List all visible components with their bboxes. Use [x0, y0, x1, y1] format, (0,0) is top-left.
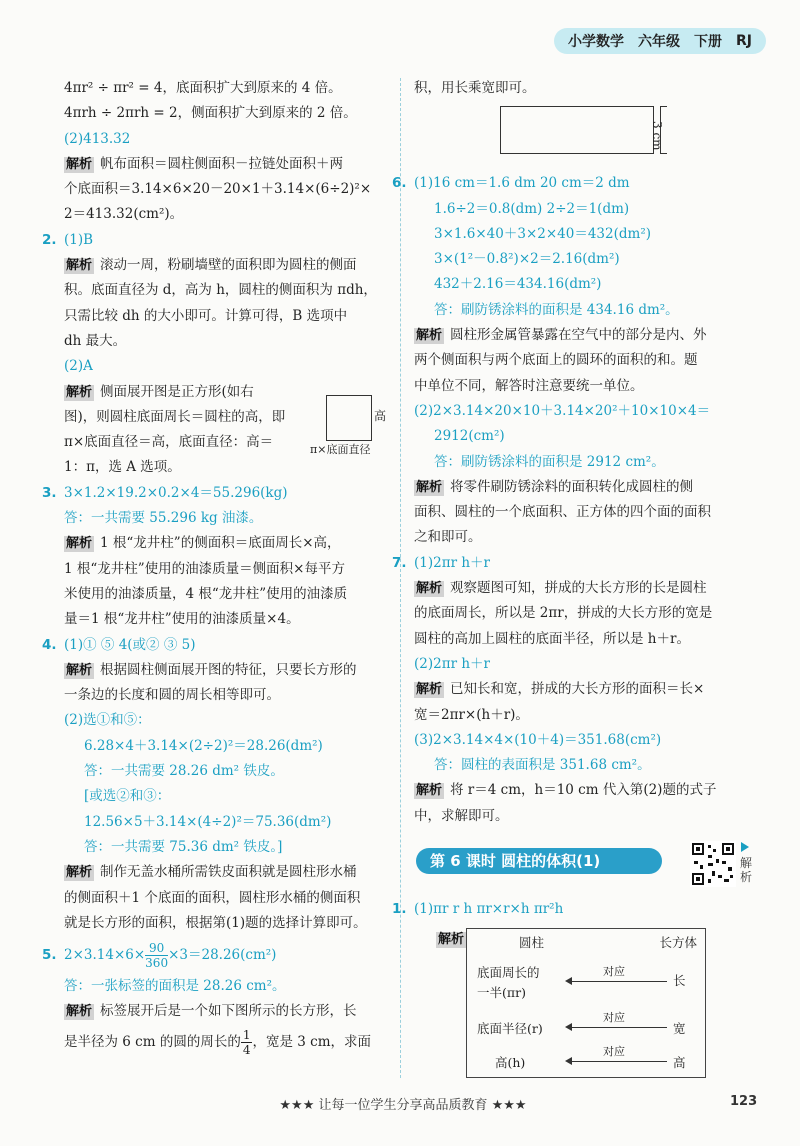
row-left: 高(h)	[495, 1055, 526, 1070]
analysis-tag: 解析	[66, 384, 93, 400]
header-volume: 下册	[694, 34, 722, 50]
answer-line: (3)2×3.14×4×(10＋4)＝351.68(cm²)	[414, 731, 662, 748]
text-line: 面积、圆柱的一个底面积、正方体的四个面的面积	[414, 504, 711, 521]
answer-line: (1)16 cm＝1.6 dm 20 cm＝2 dm	[414, 175, 630, 192]
arrow-line	[571, 1061, 667, 1062]
square-figure	[310, 395, 396, 463]
answer-line: (2)2×3.14×20×10＋3.14×20²＋10×10×4＝	[414, 402, 711, 419]
fraction	[241, 1028, 253, 1057]
square-side-label: 高	[374, 409, 387, 423]
answer-line: 12.56×5＋3.14×(4÷2)²＝75.36(dm²)	[84, 813, 332, 830]
text-line: 个底面积＝3.14×6×20－20×1＋3.14×(6÷2)²×	[64, 181, 372, 198]
row-left: 底面周长的	[477, 965, 540, 980]
question-number: 2.	[42, 231, 57, 248]
answer-line: 3×(1²－0.8²)×2＝2.16(dm²)	[434, 251, 620, 268]
text-line: 侧面展开图是正方形(如右	[100, 383, 254, 400]
qr-analysis-label: 解析	[740, 856, 753, 884]
book-header	[554, 28, 766, 54]
relation-label: 对应	[603, 965, 625, 978]
analysis-tag: 解析	[438, 932, 465, 947]
arrow-line	[571, 981, 667, 982]
question-number: 4.	[42, 636, 57, 653]
text-line: 的底面周长，所以是 2πr，拼成的大长方形的宽是	[414, 605, 713, 622]
text-line: 量＝1 根“龙井柱”使用的油漆质量×4。	[64, 611, 300, 628]
text-line: 1 根“龙井柱”的侧面积＝底面周长×高，	[100, 535, 341, 552]
header-subject: 小学数学	[568, 34, 624, 50]
question-number: 3.	[42, 484, 57, 501]
text-line: 圆柱形金属管暴露在空气中的部分是内、外	[450, 327, 707, 344]
fraction-denominator: 4	[242, 1042, 251, 1057]
text-line: 标签展开后是一个如下图所示的长方形，长	[100, 1003, 357, 1020]
page-number: 123	[730, 1094, 758, 1109]
answer-line: (1)πr r h πr×r×h πr²h	[414, 901, 564, 917]
comparison-table	[466, 928, 706, 1078]
answer-line: 答：一共需要 55.296 kg 油漆。	[64, 510, 263, 527]
analysis-tag: 解析	[66, 1004, 93, 1020]
arrow-head-icon	[565, 1057, 572, 1065]
analysis-tag: 解析	[66, 156, 93, 172]
text-line: 就是长方形的面积，根据第(1)题的选择计算即可。	[64, 914, 367, 931]
text-line: 米使用的油漆质量，4 根“龙井柱”使用的油漆质	[64, 585, 348, 602]
fraction-numerator: 1	[242, 1027, 251, 1042]
answer-line: (1)2πr h＋r	[414, 554, 490, 571]
text-line: 一条边的长度和圆的周长相等即可。	[64, 687, 280, 704]
rectangle-side-label: 3 cm	[650, 121, 664, 151]
table-row	[467, 1045, 705, 1073]
answer-line: 432＋2.16＝434.16(dm²)	[434, 276, 602, 293]
question-number: 1.	[392, 901, 407, 917]
left-column	[42, 76, 390, 1059]
text-line: 将零件刷防锈涂料的面积转化成圆柱的侧	[450, 478, 694, 495]
arrow-head-icon	[565, 977, 572, 985]
answer-line: 答：刷防锈涂料的面积是 2912 cm²。	[434, 453, 665, 470]
answer-line: 3×1.2×19.2×0.2×4＝55.296(kg)	[64, 484, 288, 501]
play-icon	[741, 842, 749, 852]
text-line: 1 根“龙井柱”使用的油漆质量＝侧面积×每平方	[64, 560, 345, 577]
row-right: 宽	[673, 1021, 686, 1036]
question-number: 7.	[392, 554, 407, 571]
fraction	[145, 941, 168, 970]
text-line: 只需比较 dh 的大小即可。计算可得，B 选项中	[64, 307, 348, 324]
header-edition: RJ	[736, 33, 752, 49]
answer-line: 6.28×4＋3.14×(2÷2)²＝28.26(dm²)	[84, 737, 323, 754]
analysis-tag: 解析	[66, 536, 93, 552]
analysis-tag: 解析	[416, 581, 443, 597]
text-line: 已知长和宽，拼成的大长方形的面积＝长×	[450, 681, 705, 698]
table-row	[467, 1011, 705, 1039]
row-left: 底面半径(r)	[477, 1021, 543, 1036]
text-line: 积。底面直径为 d，高为 h，圆柱的侧面积为 πdh，	[64, 282, 377, 299]
text-line: 积，用长乘宽即可。	[414, 80, 536, 96]
row-right: 高	[673, 1055, 686, 1070]
text-line: 图)，则圆柱底面周长＝圆柱的高，即	[64, 408, 286, 425]
question-number: 6.	[392, 175, 407, 192]
text-line: 圆柱的高加上圆柱的底面半径，所以是 h＋r。	[414, 630, 690, 647]
text-line: 滚动一周，粉刷墙壁的面积即为圆柱的侧面	[100, 257, 357, 274]
analysis-tag: 解析	[66, 258, 93, 274]
qr-code-icon[interactable]	[690, 841, 736, 887]
answer-line: 2×3.14×6×	[64, 947, 146, 964]
footer-slogan: ★★★ 让每一位学生分享高品质教育 ★★★	[279, 1098, 527, 1113]
analysis-tag: 解析	[66, 865, 93, 881]
answer-line: ×3＝28.26(cm²)	[168, 947, 277, 964]
square-bottom-label: π×底面直径	[310, 443, 371, 456]
table-left-title: 圆柱	[519, 935, 545, 950]
row-left-2: 一半(πr)	[477, 985, 526, 1000]
column-divider	[400, 78, 401, 1078]
fraction-denominator: 360	[145, 956, 169, 971]
analysis-tag: 解析	[416, 479, 443, 495]
fraction-numerator: 90	[145, 941, 168, 956]
answer-line: (2)A	[64, 358, 93, 375]
answer-line: [或选②和③：	[84, 788, 171, 805]
square-shape	[326, 395, 372, 441]
analysis-tag: 解析	[416, 682, 443, 698]
text-line: dh 最大。	[64, 332, 127, 349]
table-row	[467, 963, 705, 999]
analysis-tag: 解析	[416, 783, 443, 799]
text-line: 宽＝2πr×(h＋r)。	[414, 706, 529, 723]
analysis-tag: 解析	[66, 662, 93, 678]
rectangle-shape	[500, 106, 654, 154]
question-number: 5.	[42, 947, 57, 964]
text-line: 是半径为 6 cm 的圆的周长的	[64, 1033, 241, 1050]
text-line: 1：π，选 A 选项。	[64, 459, 181, 476]
table-right-title: 长方体	[659, 935, 697, 950]
text-line: 制作无盖水桶所需铁皮面积就是圆柱形水桶	[100, 864, 357, 881]
text-line: 4πr² ÷ πr² = 4，底面积扩大到原来的 4 倍。	[64, 80, 342, 96]
lesson-q1	[392, 897, 564, 922]
relation-label: 对应	[603, 1011, 625, 1024]
answer-line: 答：圆柱的表面积是 351.68 cm²。	[434, 757, 651, 774]
answer-line: (1)① ⑤ 4(或② ③ 5)	[64, 636, 196, 653]
answer-line: 答：一张标签的面积是 28.26 cm²。	[64, 978, 286, 995]
rectangle-figure	[500, 106, 710, 166]
row-right: 长	[673, 973, 686, 988]
relation-label: 对应	[603, 1045, 625, 1058]
text-line: 根据圆柱侧面展开图的特征，只要长方形的	[100, 661, 357, 678]
answer-line: (1)B	[64, 231, 94, 248]
header-grade: 六年级	[638, 34, 680, 50]
text-line: π×底面直径＝高，底面直径：高＝	[64, 434, 274, 451]
text-line: 将 r＝4 cm，h＝10 cm 代入第(2)题的式子	[450, 782, 717, 799]
arrow-line	[571, 1027, 667, 1028]
text-line: 4πrh ÷ 2πrh = 2，侧面积扩大到原来的 2 倍。	[64, 105, 357, 122]
answer-line: 答：一共需要 75.36 dm² 铁皮。]	[84, 838, 283, 855]
right-column	[392, 76, 760, 829]
answer-line: 1.6÷2＝0.8(dm) 2÷2＝1(dm)	[434, 200, 630, 217]
text-line: 2＝413.32(cm²)。	[64, 206, 184, 223]
text-line: ，宽是 3 cm，求面	[252, 1033, 372, 1050]
answer-line: (2)选①和⑤：	[64, 712, 151, 729]
text-line: 的侧面积＋1 个底面的面积，圆柱形水桶的侧面积	[64, 889, 361, 906]
answer-line: (2)413.32	[64, 130, 131, 147]
answer-line: 2912(cm²)	[434, 428, 505, 445]
text-line: 帆布面积＝圆柱侧面积－拉链处面积＋两	[100, 155, 344, 172]
text-line: 中，求解即可。	[414, 807, 509, 824]
answer-line: 答：刷防锈涂料的面积是 434.16 dm²。	[434, 301, 679, 318]
text-line: 两个侧面积与两个底面上的圆环的面积的和。题	[414, 352, 698, 369]
arrow-head-icon	[565, 1023, 572, 1031]
text-line: 观察题图可知，拼成的大长方形的长是圆柱	[450, 580, 707, 597]
answer-line: 3×1.6×40＋3×2×40＝432(dm²)	[434, 225, 651, 242]
lesson-banner: 第 6 课时 圆柱的体积(1)	[416, 848, 662, 874]
text-line: 之和即可。	[414, 529, 482, 546]
analysis-tag: 解析	[416, 328, 443, 344]
answer-line: 答：一共需要 28.26 dm² 铁皮。	[84, 763, 284, 780]
answer-line: (2)2πr h＋r	[414, 655, 490, 672]
text-line: 中单位不同，解答时注意要统一单位。	[414, 377, 644, 394]
